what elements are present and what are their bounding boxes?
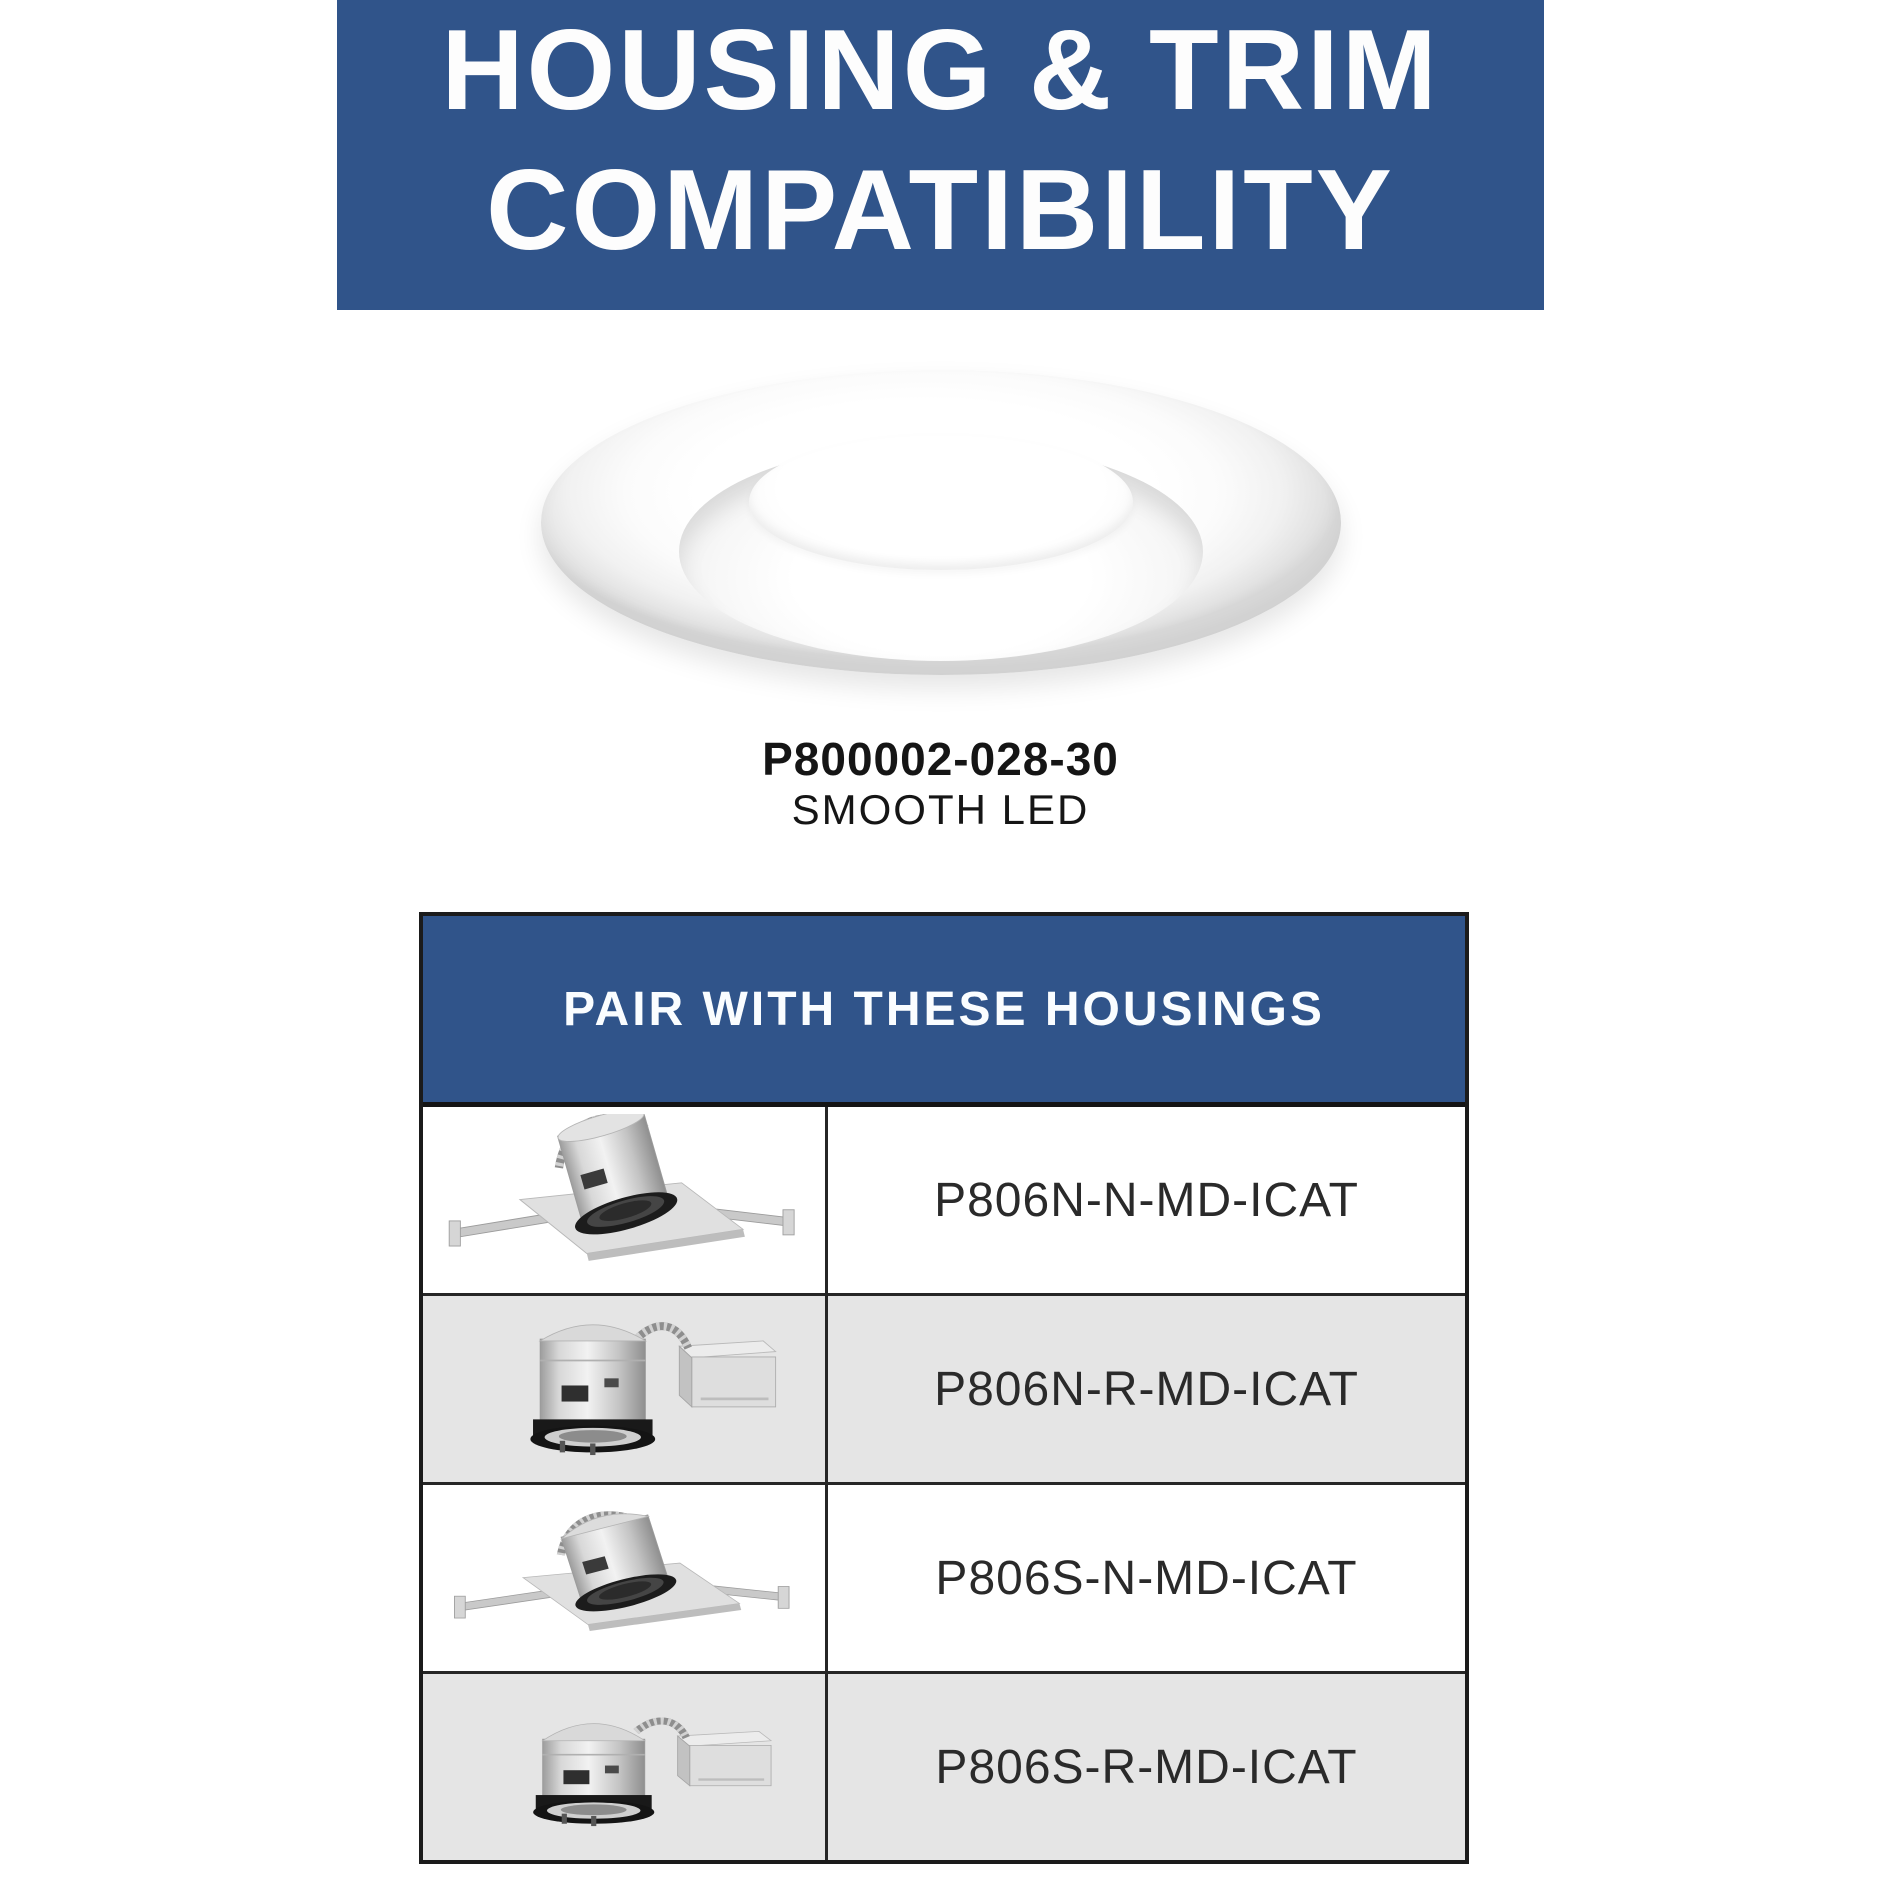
product-model: P800002-028-30 <box>762 733 1119 785</box>
table-header-label: PAIR WITH THESE HOUSINGS <box>563 982 1325 1036</box>
part-number: P806S-N-MD-ICAT <box>935 1551 1358 1605</box>
banner <box>337 0 1544 310</box>
part-number-cell <box>828 1107 1465 1293</box>
part-number-cell <box>828 1485 1465 1671</box>
product-name: SMOOTH LED <box>791 786 1090 833</box>
new-construction-housing-icon <box>435 1114 813 1286</box>
part-number: P806N-R-MD-ICAT <box>934 1362 1359 1416</box>
remodel-housing-icon <box>454 1307 794 1472</box>
new-construction-shallow-housing-icon <box>441 1503 808 1653</box>
trim-lens <box>749 434 1133 570</box>
table-row <box>423 1482 1465 1671</box>
compatibility-table <box>419 912 1469 1864</box>
table-row <box>423 1671 1465 1860</box>
housing-image-cell <box>423 1296 828 1482</box>
housing-image-cell <box>423 1674 828 1860</box>
part-number-cell <box>828 1674 1465 1860</box>
part-number: P806S-R-MD-ICAT <box>935 1740 1358 1794</box>
table-header <box>423 916 1465 1107</box>
banner-title-line1: HOUSING & TRIM <box>441 7 1440 134</box>
table-row <box>423 1107 1465 1293</box>
part-number-cell <box>828 1296 1465 1482</box>
smooth-led-trim-image <box>541 370 1341 675</box>
part-number: P806N-N-MD-ICAT <box>934 1173 1359 1227</box>
housing-image-cell <box>423 1485 828 1671</box>
remodel-shallow-housing-icon <box>459 1695 789 1839</box>
housing-image-cell <box>423 1107 828 1293</box>
product-figure <box>0 310 1881 740</box>
banner-title-line2: COMPATIBILITY <box>486 147 1395 274</box>
table-row <box>423 1293 1465 1482</box>
product-caption <box>0 733 1881 835</box>
